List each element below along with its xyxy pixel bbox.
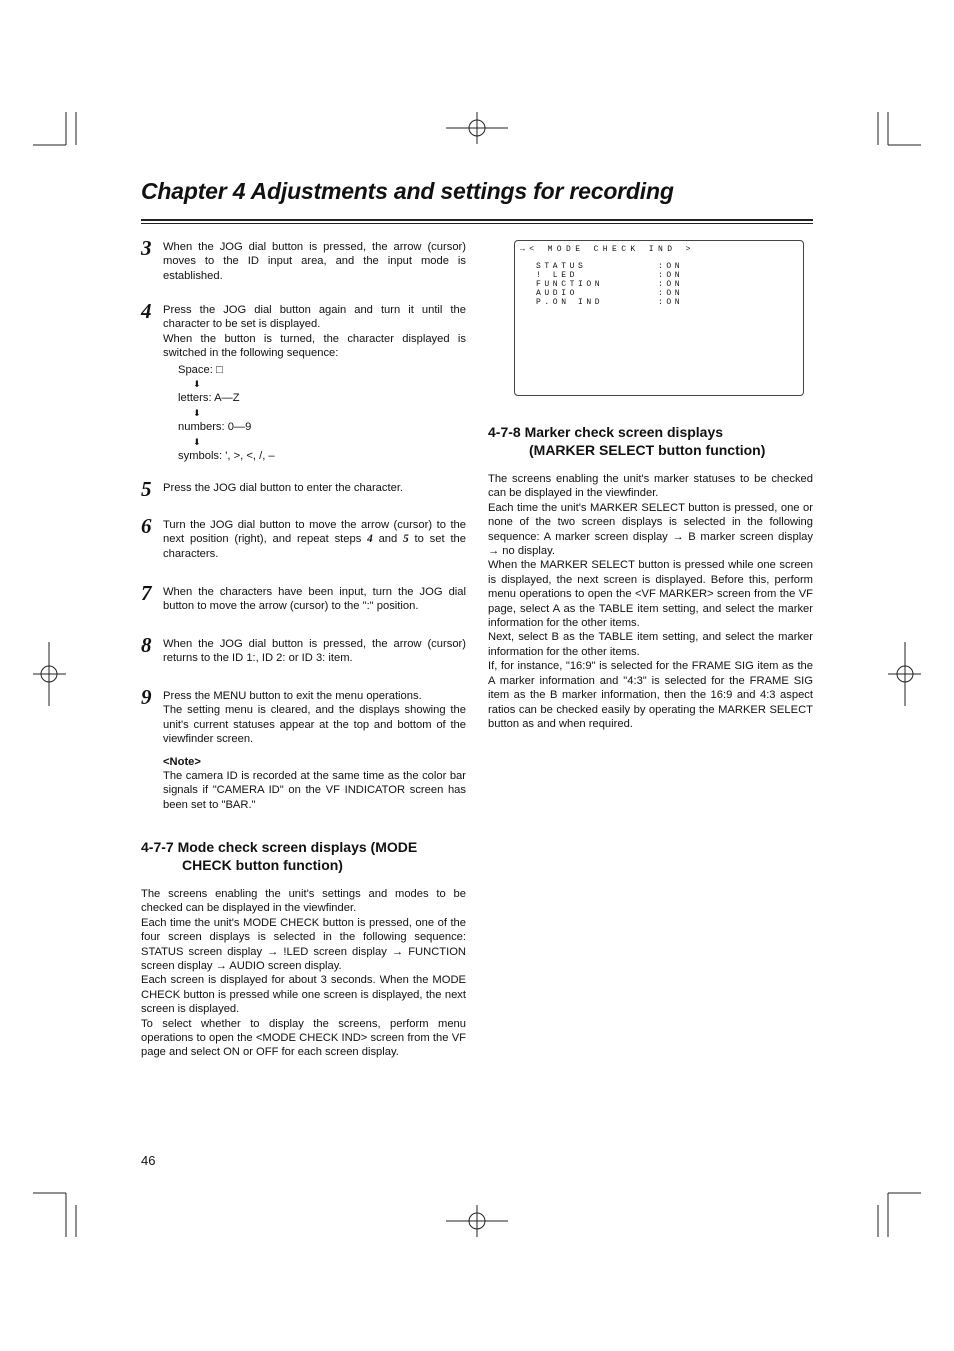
- step-number: 9: [141, 685, 152, 709]
- note-label: <Note>: [163, 755, 201, 768]
- section-heading-4-7-8: 4-7-8 Marker check screen displays (MARKER SELECT button function): [488, 424, 766, 458]
- down-arrow-icon: ⬇: [193, 407, 201, 418]
- step-text: When the characters have been input, turn the JOG dial button to move the arrow (cursor) to the ":" position.: [163, 586, 466, 613]
- screen-row-label: AUDIO: [536, 289, 579, 298]
- screen-row-value: :ON: [658, 289, 684, 298]
- step-number: 8: [141, 633, 152, 657]
- step-text: When the button is turned, the character displayed is switched in the following sequence:: [163, 332, 466, 360]
- sequence-item: letters: A—Z: [178, 392, 240, 405]
- step-number: 4: [141, 299, 152, 323]
- note-text: The camera ID is recorded at the same time as the color bar signals if "CAMERA ID" on the VF INDICATOR screen has been set to "BAR.": [163, 770, 466, 811]
- page-number: 46: [141, 1153, 156, 1168]
- paragraph: To select whether to display the screens, perform menu operations to open the <MODE CHECK IND> screen from the VF page and select ON or OFF for each screen display.: [141, 1017, 466, 1059]
- title-rule: [141, 219, 813, 221]
- section-heading-4-7-7: 4-7-7 Mode check screen displays (MODE CHECK button function): [141, 839, 418, 873]
- step-text: When the JOG dial button is pressed, the arrow (cursor) returns to the ID 1:, ID 2: or ID 3: item.: [163, 638, 466, 665]
- screen-row-value: :ON: [658, 298, 684, 307]
- paragraph: The screens enabling the unit's marker statuses to be checked can be displayed in the viewfinder.: [488, 473, 813, 500]
- screen-row-label: P.ON IND: [536, 298, 604, 307]
- step-text: Press the JOG dial button again and turn it until the character to be set is displayed.: [163, 304, 466, 331]
- sequence-item: Space: □: [178, 363, 223, 376]
- step-text: Press the JOG dial button to enter the character.: [163, 482, 404, 494]
- step-text: Press the MENU button to exit the menu operations.: [163, 690, 422, 702]
- step-3: [141, 236, 466, 283]
- section-4-7-8-body: [488, 472, 813, 731]
- step-number: 5: [141, 477, 152, 501]
- character-sequence: [178, 363, 466, 464]
- step-7: [141, 581, 466, 614]
- screen-row-label: ! LED: [536, 271, 579, 280]
- step-text: The setting menu is cleared, and the displays showing the unit's current statuses appear at the top and bottom of the viewfinder screen.: [163, 704, 466, 746]
- paragraph: Each screen is displayed for about 3 seconds. When the MODE CHECK button is pressed while one screen is displayed, the next screen is displayed.: [141, 974, 466, 1016]
- screen-row-label: FUNCTION: [536, 280, 604, 289]
- step-number: 3: [141, 236, 152, 260]
- step-text: When the JOG dial button is pressed, the arrow (cursor) moves to the ID input area, and the input mode is established.: [163, 241, 466, 282]
- screen-row-value: :ON: [658, 262, 684, 271]
- screen-row-value: :ON: [658, 280, 684, 289]
- down-arrow-icon: ⬇: [193, 379, 201, 390]
- screen-header: →< MODE CHECK IND >: [520, 245, 695, 254]
- step-4: [141, 299, 466, 463]
- step-number: 6: [141, 514, 152, 538]
- paragraph: Each time the unit's MARKER SELECT button is pressed, one or none of the two screen displays is selected in the following sequence: A marker screen display → B marker screen display → no display.: [488, 501, 813, 558]
- sequence-item: numbers: 0—9: [178, 421, 252, 434]
- screen-row-value: :ON: [658, 271, 684, 280]
- paragraph: If, for instance, "16:9" is selected for the FRAME SIG item as the A marker information and "4:3" is selected for the FRAME SIG item as the B marker information, then the 16:9 and 4:3 aspect ratios can be checked easily by operating the MARKER SELECT button as and when required.: [488, 660, 813, 730]
- section-4-7-7-body: [141, 887, 466, 1060]
- screen-row-label: STATUS: [536, 262, 587, 271]
- step-text: Turn the JOG dial button to move the arrow (cursor) to the next position (right), and repeat steps 4 and 5 to set the characters.: [163, 519, 466, 560]
- step-9: [141, 685, 466, 812]
- chapter-title: Chapter 4 Adjustments and settings for recording: [141, 178, 674, 204]
- step-8: [141, 633, 466, 666]
- title-rule-thin: [141, 223, 813, 224]
- down-arrow-icon: ⬇: [193, 436, 201, 447]
- step-5: [141, 477, 466, 501]
- paragraph: The screens enabling the unit's settings and modes to be checked can be displayed in the viewfinder.: [141, 888, 466, 915]
- step-6: [141, 514, 466, 561]
- paragraph: Next, select B as the TABLE item setting, and select the marker information for the other items.: [488, 631, 813, 658]
- paragraph: Each time the unit's MODE CHECK button is pressed, one of the four screen displays is selected in the following sequence: STATUS screen display → !LED screen display → FUNCTION screen display → AUDIO screen display.: [141, 916, 466, 973]
- sequence-item: symbols: ', >, <, /, –: [178, 450, 275, 463]
- step-number: 7: [141, 581, 152, 605]
- mode-check-screen: [514, 240, 804, 396]
- paragraph: When the MARKER SELECT button is pressed while one screen is displayed, the next screen is displayed. Before this, perform menu operations to open the <VF MARKER> screen from the VF page, select A as the TABLE item setting, and select the marker information for the other items.: [488, 559, 813, 630]
